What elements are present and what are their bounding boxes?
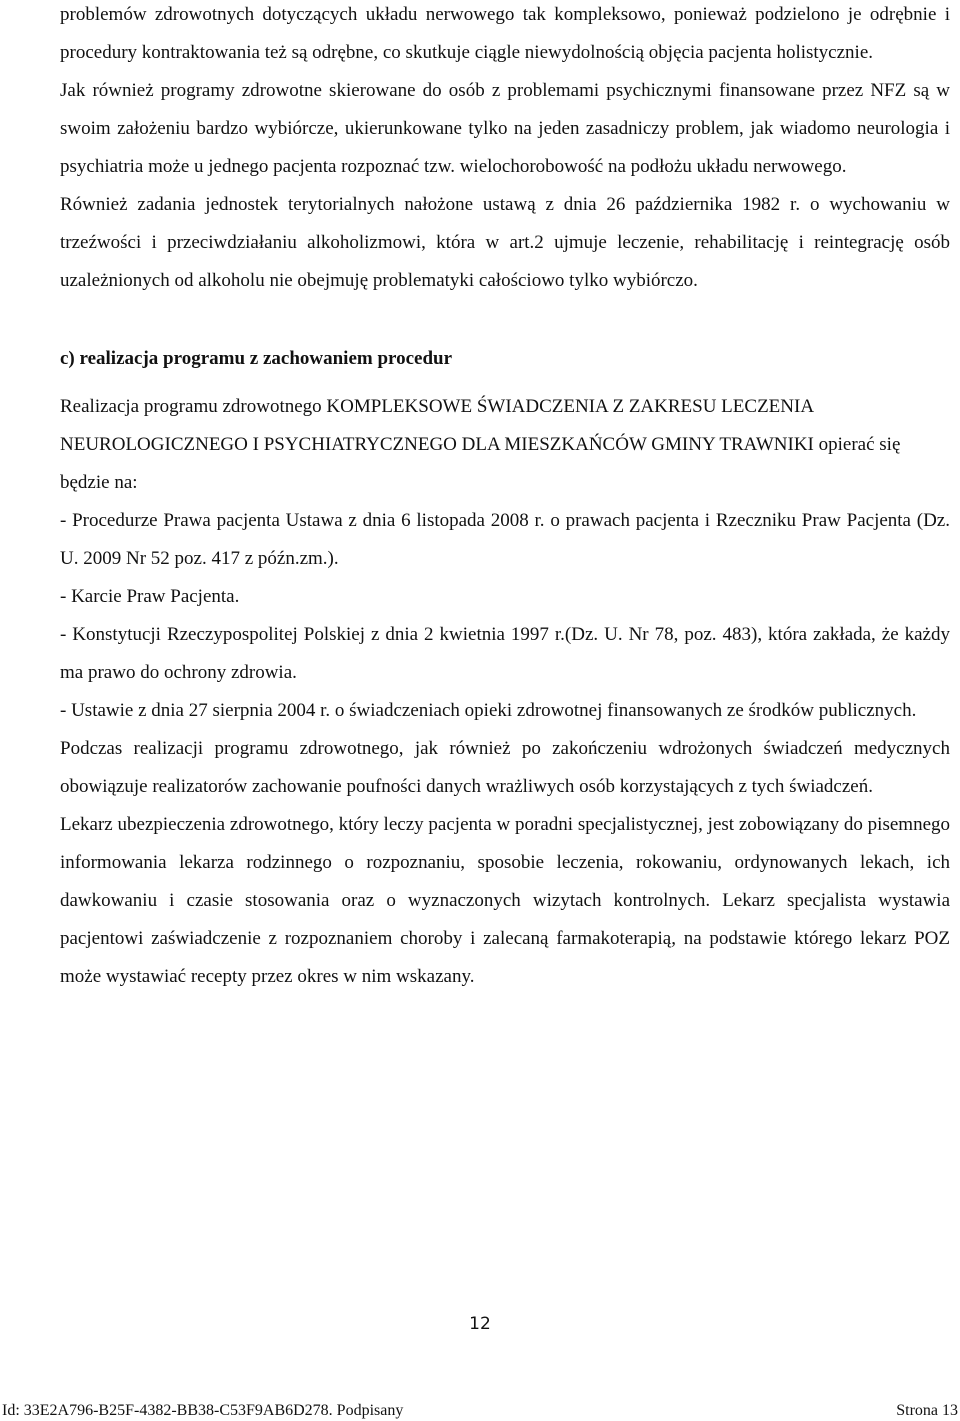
page-number: 12 <box>469 1314 491 1334</box>
list-item-patient-rights-act: - Procedurze Prawa pacjenta Ustawa z dnia 6 listopada 2008 r. o prawach pacjenta i Rzeczniku Praw Pacjenta (Dz. U. 2009 Nr 52 poz. 417 z późn.zm.). <box>60 510 950 569</box>
paragraph-local-tasks: Również zadania jednostek terytorialnych nałożone ustawą z dnia 26 października 1982 r. o wychowaniu w trzeźwości i przeciwdziałaniu alkoholizmowi, która w art.2 ujmuje leczenie, rehabilitację i reintegrację osób uzależnionych od alkoholu nie obejmuję problematyki całościowo tylko wybiórczo. <box>60 194 950 291</box>
list-item-constitution: - Konstytucji Rzeczypospolitej Polskiej z dnia 2 kwietnia 1997 r.(Dz. U. Nr 78, poz. 483), która zakłada, że każdy ma prawo do ochrony zdrowia. <box>60 624 950 683</box>
list-item-healthcare-act: - Ustawie z dnia 27 sierpnia 2004 r. o świadczeniach opieki zdrowotnej finansowanych ze środków publicznych. <box>60 700 917 721</box>
list-item-patient-charter: - Karcie Praw Pacjenta. <box>60 586 240 607</box>
footer-page-label: Strona 13 <box>896 1402 958 1419</box>
section-heading: c) realizacja programu z zachowaniem procedur <box>60 348 453 369</box>
paragraph-confidentiality: Podczas realizacji programu zdrowotnego, jak również po zakończeniu wdrożonych świadczeń medycznych obowiązuje realizatorów zachowanie poufności danych wrażliwych osób korzystających z tych świadczeń. <box>60 738 950 797</box>
paragraph-doctor-duties: Lekarz ubezpieczenia zdrowotnego, który leczy pacjenta w poradni specjalistycznej, jest zobowiązany do pisemnego informowania lekarza rodzinnego o rozpoznaniu, sposobie leczenia, rokowaniu, ordynowanych lekach, ich dawkowaniu i czasie stosowania oraz o wyznaczonych wizytach kontrolnych. Lekarz specjalista wystawia pacjentowi zaświadczenie z rozpoznaniem choroby i zalecaną farmakoterapią, na podstawie którego lekarz POZ może wystawiać recepty przez okres w nim wskazany. <box>60 814 950 987</box>
document-page <box>60 0 950 996</box>
paragraph-continuation: problemów zdrowotnych dotyczących układu nerwowego tak kompleksowo, ponieważ podzielono je odrębnie i procedury kontraktowania też są odrębne, co skutkuje ciągle niewydolnością objęcia pacjenta holistycznie. <box>60 4 950 63</box>
document-footer <box>0 1400 960 1421</box>
footer-document-id: Id: 33E2A796-B25F-4382-BB38-C53F9AB6D278. Podpisany <box>2 1402 404 1419</box>
paragraph-programs: Jak również programy zdrowotne skierowane do osób z problemami psychicznymi finansowane przez NFZ są w swoim założeniu bardzo wybiórcze, ukierunkowane tylko na jeden zasadniczy problem, jak wiadomo neurologia i psychiatria może u jednego pacjenta rozpoznać tzw. wielochorobowość na podłożu układu nerwowego. <box>60 80 950 177</box>
paragraph-program-realization: Realizacja programu zdrowotnego KOMPLEKSOWE ŚWIADCZENIA Z ZAKRESU LECZENIA NEUROLOGICZNEGO I PSYCHIATRYCZNEGO DLA MIESZKAŃCÓW GMINY TRAWNIKI opierać się będzie na: <box>60 396 901 493</box>
